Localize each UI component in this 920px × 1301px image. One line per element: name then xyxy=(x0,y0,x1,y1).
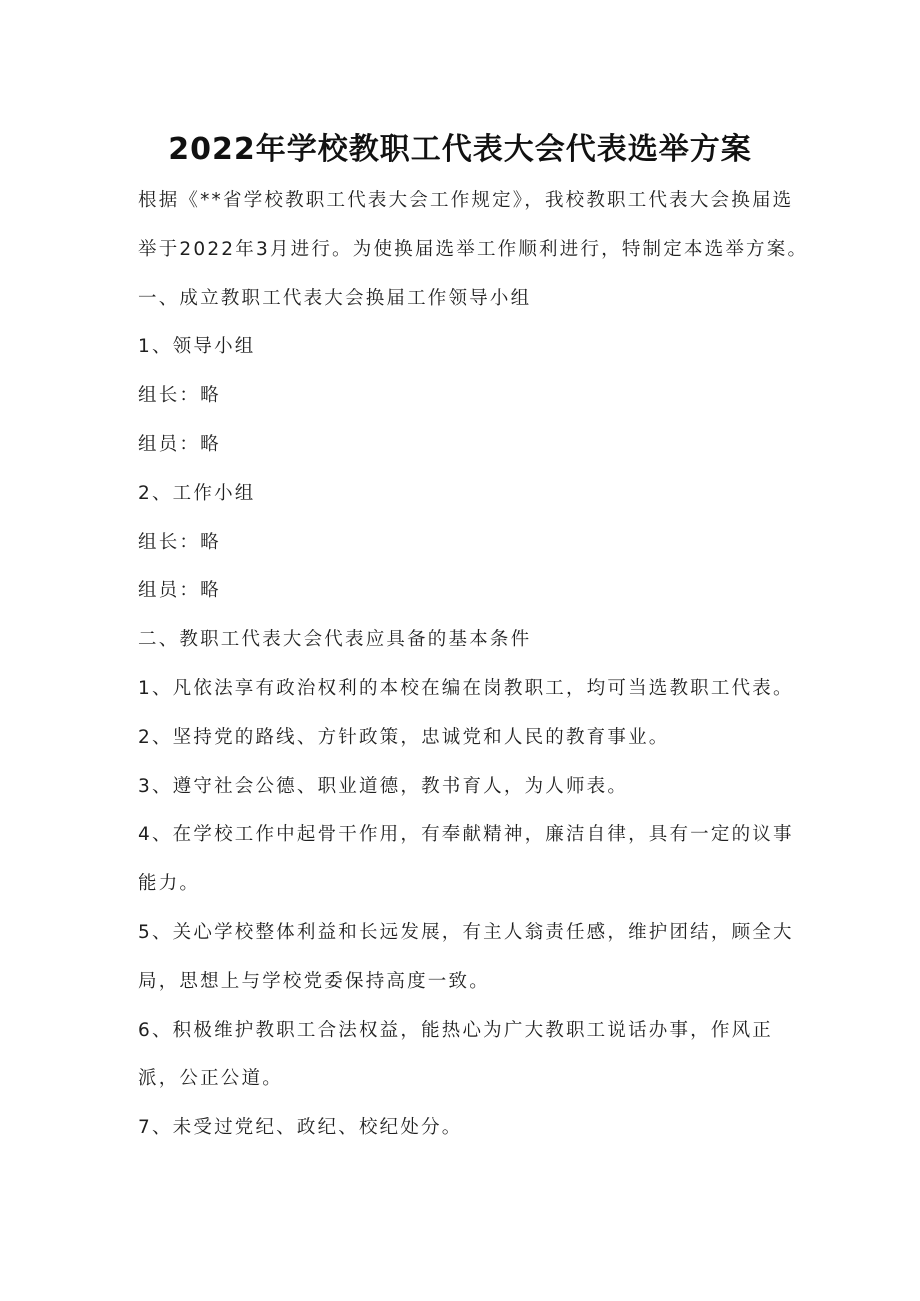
list-item-continuation: 能力。 xyxy=(138,873,201,895)
list-item-continuation: 派，公正公道。 xyxy=(138,1068,283,1090)
list-item: 1、凡依法享有政治权利的本校在编在岗教职工，均可当选教职工代表。 xyxy=(138,677,794,699)
list-item: 3、遵守社会公德、职业道德，教书育人，为人师表。 xyxy=(138,775,629,797)
body-line: 组长：略 xyxy=(138,531,221,553)
list-item: 7、未受过党纪、政纪、校纪处分。 xyxy=(138,1117,463,1139)
list-item-continuation: 局，思想上与学校党委保持高度一致。 xyxy=(138,970,490,992)
list-item: 6、积极维护教职工合法权益，能热心为广大教职工说话办事，作风正 xyxy=(138,1019,773,1041)
section-heading: 二、教职工代表大会代表应具备的基本条件 xyxy=(138,629,532,651)
body-line: 根据《**省学校教职工代表大会工作规定》，我校教职工代表大会换届选 xyxy=(138,190,794,211)
body-line: 组员：略 xyxy=(138,433,221,455)
list-item: 4、在学校工作中起骨干作用，有奉献精神，廉洁自律，具有一定的议事 xyxy=(138,824,794,846)
section-heading: 一、成立教职工代表大会换届工作领导小组 xyxy=(138,287,532,309)
body-line: 组员：略 xyxy=(138,580,221,602)
list-item: 5、关心学校整体利益和长远发展，有主人翁责任感，维护团结，顾全大 xyxy=(138,921,794,943)
document-body xyxy=(138,186,818,1162)
list-item: 2、坚持党的路线、方针政策，忠诚党和人民的教育事业。 xyxy=(138,726,670,748)
body-line: 组长：略 xyxy=(138,385,221,407)
subsection-heading: 2、工作小组 xyxy=(138,482,256,504)
document-title: 2022年学校教职工代表大会代表选举方案 xyxy=(168,132,752,167)
body-line: 举于2022年3月进行。为使换届选举工作顺利进行，特制定本选举方案。 xyxy=(138,238,809,260)
subsection-heading: 1、领导小组 xyxy=(138,336,256,358)
